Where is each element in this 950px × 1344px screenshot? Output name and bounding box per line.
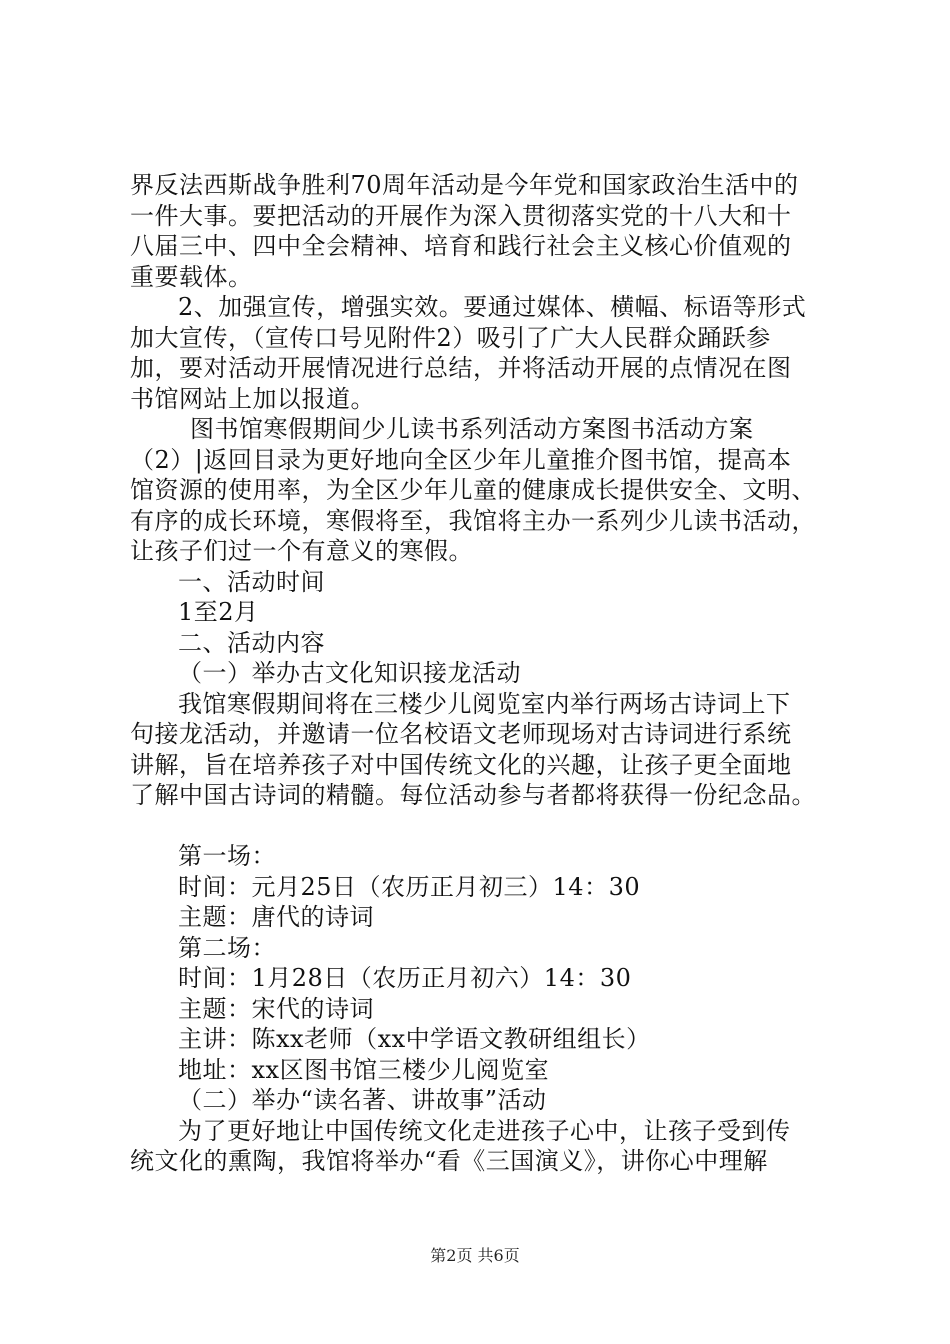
- text-line: 界反法西斯战争胜利70周年活动是今年党和国家政治生活中的: [130, 171, 799, 199]
- text-line: 有序的成长环境，寒假将至，我馆将主办一系列少儿读书活动，: [130, 506, 816, 535]
- text-line: 主题：唐代的诗词: [178, 903, 374, 931]
- text-line: 时间：1月28日（农历正月初六）14：30: [178, 964, 632, 992]
- text-line: 2、加强宣传，增强实效。要通过媒体、横幅、标语等形式: [178, 293, 807, 321]
- text-line: 加，要对活动开展情况进行总结，并将活动开展的点情况在图: [130, 354, 792, 382]
- text-line: 时间：元月25日（农历正月初三）14：30: [178, 872, 641, 901]
- blank-line: [130, 811, 850, 842]
- text-line: 馆资源的使用率，为全区少年儿童的健康成长提供安全、文明、: [130, 476, 816, 504]
- text-line: 图书馆寒假期间少儿读书系列活动方案图书活动方案: [190, 415, 754, 443]
- text-line: （一）举办古文化知识接龙活动: [178, 659, 521, 687]
- text-line: 一件大事。要把活动的开展作为深入贯彻落实党的十八大和十: [130, 201, 792, 230]
- text-line: 第一场：: [178, 842, 276, 870]
- text-line: （二）举办“读名著、讲故事”活动: [178, 1086, 547, 1114]
- text-line: 一、活动时间: [178, 567, 325, 596]
- text-line: 我馆寒假期间将在三楼少儿阅览室内举行两场古诗词上下: [178, 689, 791, 718]
- text-line: 加大宣传，（宣传口号见附件2）吸引了广大人民群众踊跃参: [130, 323, 771, 352]
- text-line: 第二场：: [178, 933, 276, 962]
- document-body: [130, 170, 850, 1177]
- text-line: （2）|返回目录为更好地向全区少年儿童推介图书馆，提高本: [130, 445, 792, 474]
- text-line: 了解中国古诗词的精髓。每位活动参与者都将获得一份纪念品。: [130, 781, 816, 809]
- text-line: 1至2月: [178, 598, 259, 626]
- text-line: 为了更好地让中国传统文化走进孩子心中，让孩子受到传: [178, 1116, 791, 1145]
- text-line: 主讲：陈xx老师（xx中学语文教研组组长）: [178, 1025, 651, 1053]
- text-line: 讲解，旨在培养孩子对中国传统文化的兴趣，让孩子更全面地: [130, 750, 792, 779]
- text-line: 二、活动内容: [178, 628, 325, 657]
- text-line: 重要载体。: [130, 262, 253, 291]
- text-line: 书馆网站上加以报道。: [130, 384, 375, 413]
- text-line: 八届三中、四中全会精神、培育和践行社会主义核心价值观的: [130, 232, 792, 260]
- text-line: 让孩子们过一个有意义的寒假。: [130, 537, 473, 565]
- text-line: 主题：宋代的诗词: [178, 994, 374, 1023]
- page-number: 第2页 共6页: [430, 1246, 520, 1265]
- text-line: 统文化的熏陶，我馆将举办“看《三国演义》，讲你心中理解: [130, 1147, 768, 1175]
- text-line: 句接龙活动，并邀请一位名校语文老师现场对古诗词进行系统: [130, 720, 792, 748]
- text-line: 地址：xx区图书馆三楼少儿阅览室: [178, 1055, 550, 1084]
